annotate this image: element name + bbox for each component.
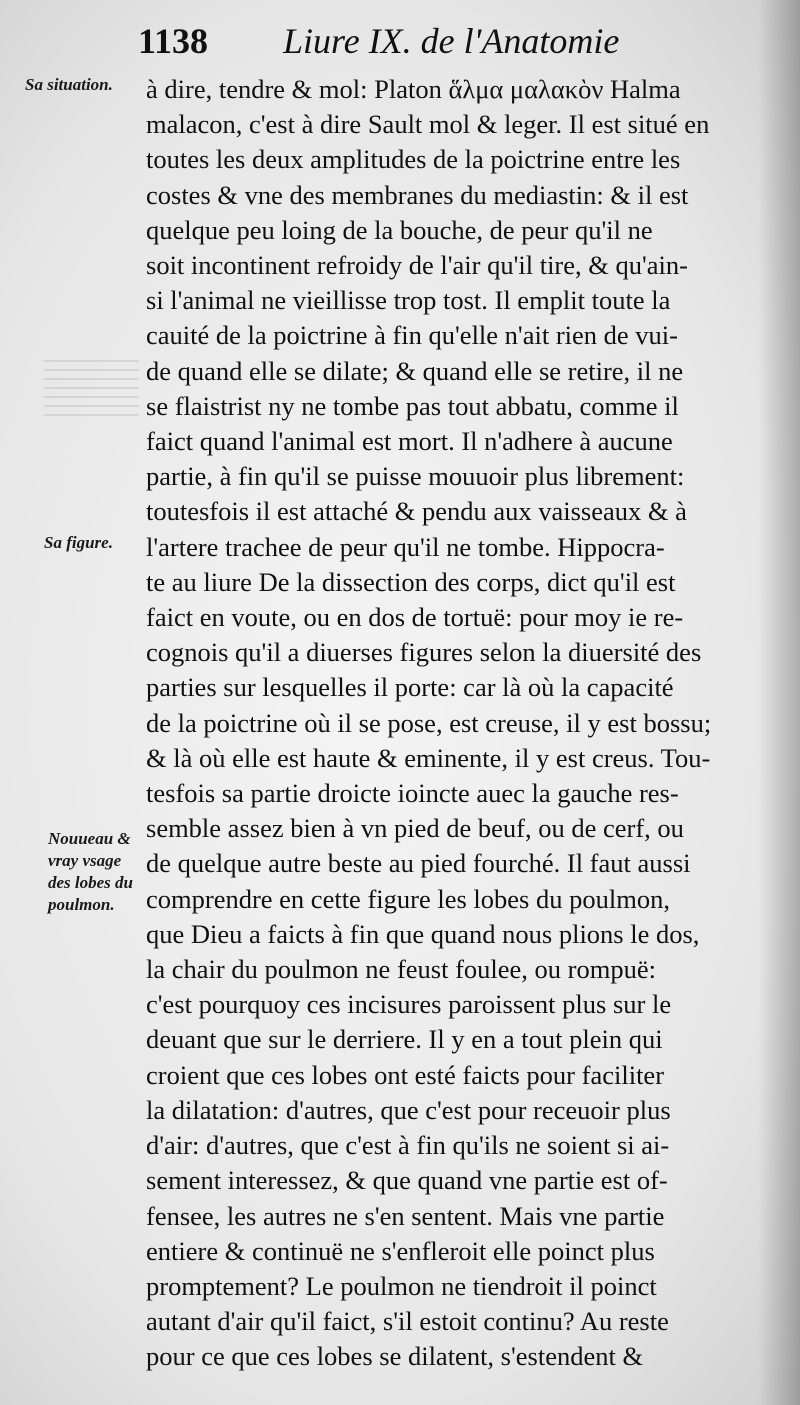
text-line: se flaistrist ny ne tombe pas tout abbatu, comme il <box>146 390 679 421</box>
running-title: Liure IX. de l'Anatomie <box>283 21 620 61</box>
text-line: cognois qu'il a diuerses figures selon la diuersité des <box>146 637 702 668</box>
text-line: la chair du poulmon ne feust foulee, ou rompuë: <box>146 954 656 985</box>
page-number: 1138 <box>138 21 209 61</box>
margin-note-line: vray vsage <box>48 851 122 870</box>
main-text-block <box>146 72 766 1375</box>
text-line: partie, à fin qu'il se puisse mouuoir plus librement: <box>146 461 685 492</box>
margin-note-figure: Sa figure. <box>44 533 113 552</box>
text-line: que Dieu a faicts à fin que quand nous plions le dos, <box>146 918 700 949</box>
text-line: à dire, tendre & mol: Platon ἅλμα μαλακὸν Halma <box>146 74 681 104</box>
margin-note-line: Nouueau & <box>48 829 131 848</box>
text-line: costes & vne des membranes du mediastin: & il est <box>146 179 689 210</box>
text-line: d'air: d'autres, que c'est à fin qu'ils ne soient si ai- <box>146 1130 670 1161</box>
text-line: parties sur lesquelles il porte: car là où la capacité <box>146 672 674 703</box>
text-line: autant d'air qu'il faict, s'il estoit continu? Au reste <box>146 1306 669 1337</box>
text-line: croient que ces lobes ont esté faicts pour faciliter <box>146 1059 665 1090</box>
text-line: soit incontinent refroidy de l'air qu'il tire, & qu'ain- <box>146 250 688 281</box>
text-line: sement interessez, & que quand vne partie est of- <box>146 1165 668 1196</box>
text-line: & là où elle est haute & eminente, il y est creus. Tou- <box>146 742 711 773</box>
text-line: quelque peu loing de la bouche, de peur qu'il ne <box>146 214 653 245</box>
text-line: c'est pourquoy ces incisures paroissent plus sur le <box>146 989 672 1020</box>
text-line: promptement? Le poulmon ne tiendroit il poinct <box>146 1270 657 1301</box>
text-line: deuant que sur le derriere. Il y en a tout plein qui <box>146 1024 663 1055</box>
text-line: comprendre en cette figure les lobes du poulmon, <box>146 883 670 914</box>
text-line: semble assez bien à vn pied de beuf, ou de cerf, ou <box>146 813 684 844</box>
text-line: de quelque autre beste au pied fourché. Il faut aussi <box>146 848 691 879</box>
text-line: de la poictrine où il se pose, est creuse, il y est bossu; <box>146 707 712 738</box>
page-header <box>138 14 738 64</box>
text-line: si l'animal ne vieillisse trop tost. Il emplit toute la <box>146 285 671 316</box>
text-line: tesfois sa partie droicte ioincte auec la gauche res- <box>146 778 679 809</box>
text-line: fensee, les autres ne s'en sentent. Mais vne partie <box>146 1200 665 1231</box>
text-line: faict en voute, ou en dos de tortuë: pour moy ie re- <box>146 602 684 633</box>
margin-note-situation: Sa situation. <box>25 75 113 94</box>
text-line: faict quand l'animal est mort. Il n'adhere à aucune <box>146 426 673 457</box>
text-line: te au liure De la dissection des corps, dict qu'il est <box>146 566 676 597</box>
text-line: toutes les deux amplitudes de la poictrine entre les <box>146 144 681 175</box>
text-line: malacon, c'est à dire Sault mol & leger. Il est situé en <box>146 109 710 140</box>
show-through-bleed <box>44 360 139 420</box>
text-line: l'artere trachee de peur qu'il ne tombe. Hippocra- <box>146 531 665 562</box>
text-line: de quand elle se dilate; & quand elle se retire, il ne <box>146 355 684 386</box>
text-line: entiere & continuë ne s'enfleroit elle poinct plus <box>146 1235 655 1266</box>
text-line: toutesfois il est attaché & pendu aux vaisseaux & à <box>146 496 687 527</box>
margin-note-line: poulmon. <box>48 895 115 914</box>
text-line: la dilatation: d'autres, que c'est pour receuoir plus <box>146 1094 671 1125</box>
margin-note-lobes <box>48 828 158 916</box>
text-line: cauité de la poictrine à fin qu'elle n'ait rien de vui- <box>146 320 678 351</box>
margin-note-line: des lobes du <box>48 873 133 892</box>
text-line: pour ce que ces lobes se dilatent, s'estendent & <box>146 1341 644 1372</box>
